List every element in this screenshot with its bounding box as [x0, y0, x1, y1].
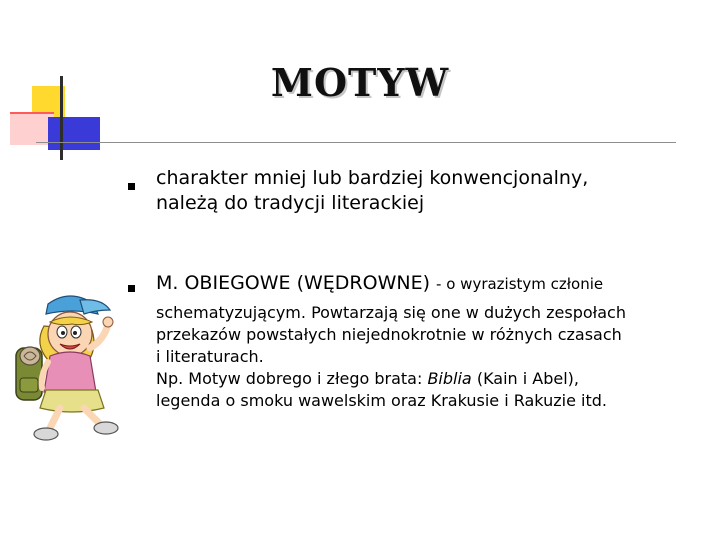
slide-title: MOTYW [270, 60, 450, 105]
bullet-2-line: przekazów powstałych niejednokrotnie w różnych czasach [156, 325, 622, 344]
bullet-2-body [156, 302, 686, 412]
bullet-marker-1 [128, 183, 135, 190]
bullet-1-line-2: należą do tradycji literackiej [156, 192, 425, 214]
bullet-1-line-1: charakter mniej lub bardziej konwencjonalny, [156, 167, 589, 189]
decor-blue-square [48, 117, 100, 150]
bullet-1-text [156, 166, 588, 216]
title-underline [36, 142, 676, 143]
bullet-2-example [156, 368, 686, 390]
bullet-2-lead [156, 270, 603, 297]
bullet-2-line: schematyzującym. Powtarzają się one w dużych zespołach [156, 303, 626, 322]
example-prefix: Np. Motyw dobrego i złego brata: [156, 369, 428, 388]
bullet-2-line: i literaturach. [156, 347, 264, 366]
example-rest: (Kain i Abel), [471, 369, 579, 388]
bullet-2-lead-caps: M. OBIEGOWE (WĘDROWNE) [156, 272, 430, 294]
bullet-marker-2 [128, 285, 135, 292]
hiker-girl-cartoon-icon [10, 286, 122, 446]
bullet-2-example-line-2: legenda o smoku wawelskim oraz Krakusie i Rakuzie itd. [156, 391, 607, 410]
bullet-2-lead-rest: - o wyrazistym członie [436, 275, 604, 293]
example-italic: Biblia [427, 369, 472, 388]
